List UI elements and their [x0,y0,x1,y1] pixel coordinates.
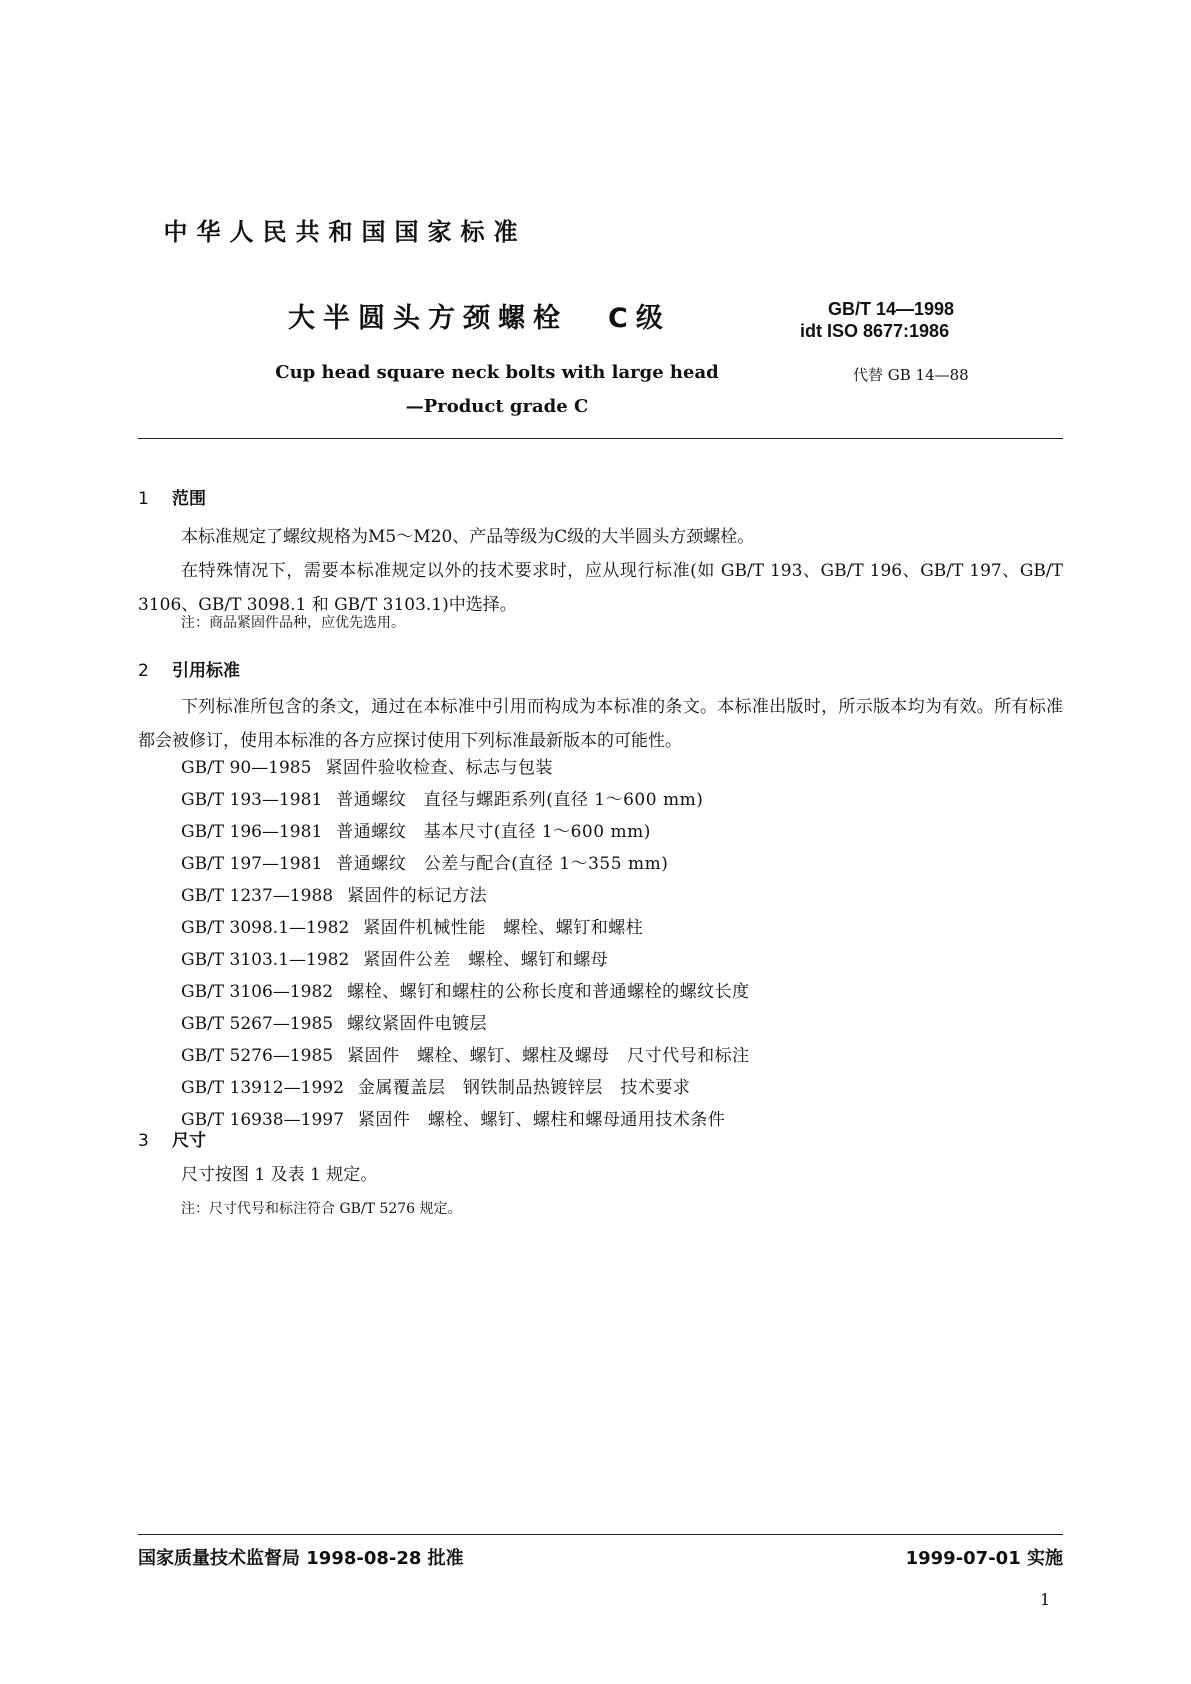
replaces-standard: 代替 GB 14—88 [853,366,969,384]
footer-divider [138,1534,1063,1535]
reference-title: 紧固件 螺栓、螺钉、螺柱和螺母通用技术条件 [357,1110,726,1130]
section-1-note: 注：商品紧固件品种，应优先选用。 [181,615,405,631]
title-en-line2: —Product grade C [405,396,589,417]
reference-item [181,1040,750,1072]
reference-code: GB/T 3103.1—1982 [181,950,350,970]
section-title: 尺寸 [172,1131,206,1151]
standard-code-block [800,298,955,342]
section-3-heading [138,1126,206,1151]
reference-item [181,976,750,1008]
reference-item [181,944,750,976]
reference-item [181,912,750,944]
paragraph: 在特殊情况下，需要本标准规定以外的技术要求时，应从现行标准(如 GB/T 193、GB/T 196、GB/T 197、GB/T 3106、GB/T 3098.1 和 GB/T 3103.1)中选择。 [138,561,1063,615]
reference-item [181,1072,750,1104]
reference-code: GB/T 3106—1982 [181,982,334,1002]
reference-code: GB/T 196—1981 [181,822,323,842]
header-divider [138,438,1063,439]
section-2-body [138,690,1063,758]
reference-code: GB/T 197—1981 [181,854,323,874]
iso-equivalent: idt ISO 8677:1986 [800,321,950,341]
section-number: 3 [138,1131,149,1151]
reference-item [181,784,750,816]
reference-title: 紧固件验收检查、标志与包装 [325,758,553,778]
section-3-body [138,1158,1063,1192]
reference-title: 金属覆盖层 钢铁制品热镀锌层 技术要求 [357,1078,691,1098]
reference-item [181,1008,750,1040]
reference-title: 紧固件机械性能 螺栓、螺钉和螺柱 [363,918,644,938]
reference-item [181,848,750,880]
paragraph: 尺寸按图 1 及表 1 规定。 [181,1165,378,1185]
reference-code: GB/T 193—1981 [181,790,323,810]
implementation-date: 1999-07-01 实施 [905,1548,1063,1569]
section-1-heading [138,484,206,509]
reference-code: GB/T 3098.1—1982 [181,918,350,938]
reference-code: GB/T 16938—1997 [181,1110,344,1130]
standard-title-en [262,356,732,424]
reference-code: GB/T 13912—1992 [181,1078,344,1098]
paragraph: 下列标准所包含的条文，通过在本标准中引用而构成为本标准的条文。本标准出版时，所示版本均为有效。所有标准都会被修订，使用本标准的各方应探讨使用下列标准最新版本的可能性。 [138,697,1063,751]
reference-title: 紧固件公差 螺栓、螺钉和螺母 [363,950,609,970]
page-number: 1 [1040,1590,1051,1609]
reference-item [181,1104,750,1136]
reference-title: 普通螺纹 基本尺寸(直径 1～600 mm) [336,822,651,842]
reference-code: GB/T 5276—1985 [181,1046,334,1066]
reference-code: GB/T 1237—1988 [181,886,334,906]
reference-list [181,752,750,1136]
approval-date: 国家质量技术监督局 1998-08-28 批准 [138,1548,464,1569]
reference-title: 螺纹紧固件电镀层 [347,1014,488,1034]
standard-code: GB/T 14—1998 [828,299,955,319]
section-title: 引用标准 [172,661,240,681]
national-standard-heading: 中华人民共和国国家标准 [163,218,527,246]
section-number: 2 [138,661,149,681]
section-2-heading [138,656,240,681]
reference-code: GB/T 90—1985 [181,758,312,778]
title-en-line1: Cup head square neck bolts with large head [275,362,719,383]
reference-title: 普通螺纹 直径与螺距系列(直径 1～600 mm) [336,790,704,810]
standard-title-cn [288,296,671,335]
reference-item [181,752,750,784]
section-number: 1 [138,489,149,509]
reference-item [181,880,750,912]
reference-item [181,816,750,848]
reference-title: 普通螺纹 公差与配合(直径 1～355 mm) [336,854,669,874]
reference-title: 紧固件的标记方法 [347,886,488,906]
section-3-note: 注：尺寸代号和标注符合 GB/T 5276 规定。 [181,1201,462,1217]
section-1-body [138,520,1063,622]
title-cn: 大半圆头方颈螺栓 [288,303,568,334]
reference-code: GB/T 5267—1985 [181,1014,334,1034]
section-title: 范围 [172,489,206,509]
reference-title: 螺栓、螺钉和螺柱的公称长度和普通螺栓的螺纹长度 [347,982,750,1002]
grade-cn: C级 [608,303,671,334]
paragraph: 本标准规定了螺纹规格为M5～M20、产品等级为C级的大半圆头方颈螺栓。 [181,527,755,547]
reference-title: 紧固件 螺栓、螺钉、螺柱及螺母 尺寸代号和标注 [347,1046,750,1066]
